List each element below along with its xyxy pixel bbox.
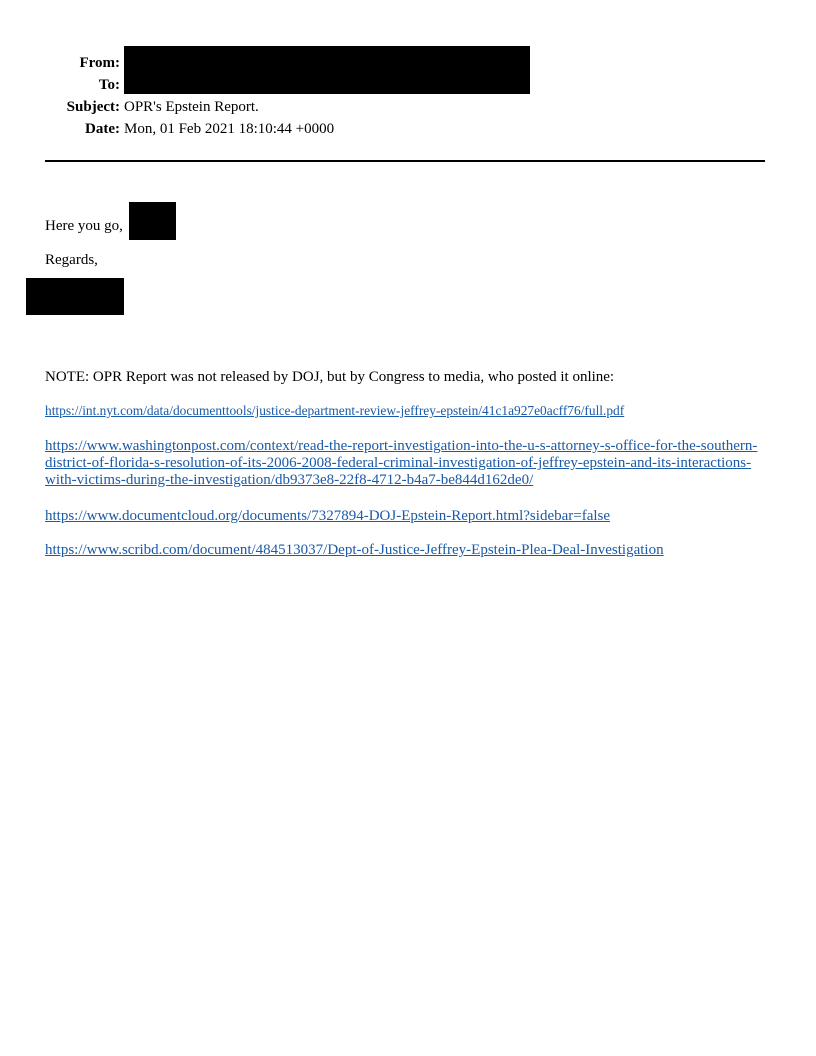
- date-value: Mon, 01 Feb 2021 18:10:44 +0000: [124, 121, 335, 137]
- link-nyt[interactable]: https://int.nyt.com/data/documenttools/justice-department-review-jeffrey-epstein/41c1a927e0acff76/full.pdf: [45, 403, 625, 418]
- greeting-text: Here you go,: [45, 218, 123, 234]
- header-divider: [45, 160, 765, 162]
- from-to-redaction: [124, 46, 530, 94]
- signature-redaction: [26, 278, 124, 315]
- closing-text: Regards,: [45, 252, 98, 268]
- link-documentcloud[interactable]: https://www.documentcloud.org/documents/7327894-DOJ-Epstein-Report.html?sidebar=false: [45, 508, 611, 524]
- recipient-name-redaction: [129, 202, 176, 240]
- from-label: From:: [79, 55, 120, 71]
- note-text: NOTE: OPR Report was not released by DOJ, but by Congress to media, who posted it online:: [45, 369, 615, 385]
- subject-label: Subject:: [66, 99, 120, 115]
- link-washingtonpost[interactable]: https://www.washingtonpost.com/context/read-the-report-investigation-into-the-u-s-attorney-s-office-for-the-southern-district-of-florida-s-resolution-of-its-2006-2008-federal-criminal-investigation-of-jeffrey-epstein-and-its-interactions-with-victims-during-the-investigation/db9373e8-22f8-4712-b4a7-be844d162de0/: [45, 438, 758, 488]
- link-scribd[interactable]: https://www.scribd.com/document/484513037/Dept-of-Justice-Jeffrey-Epstein-Plea-Deal-Investigation: [45, 542, 664, 558]
- date-label: Date:: [85, 121, 120, 137]
- subject-value: OPR's Epstein Report.: [124, 99, 259, 115]
- to-label: To:: [98, 77, 120, 93]
